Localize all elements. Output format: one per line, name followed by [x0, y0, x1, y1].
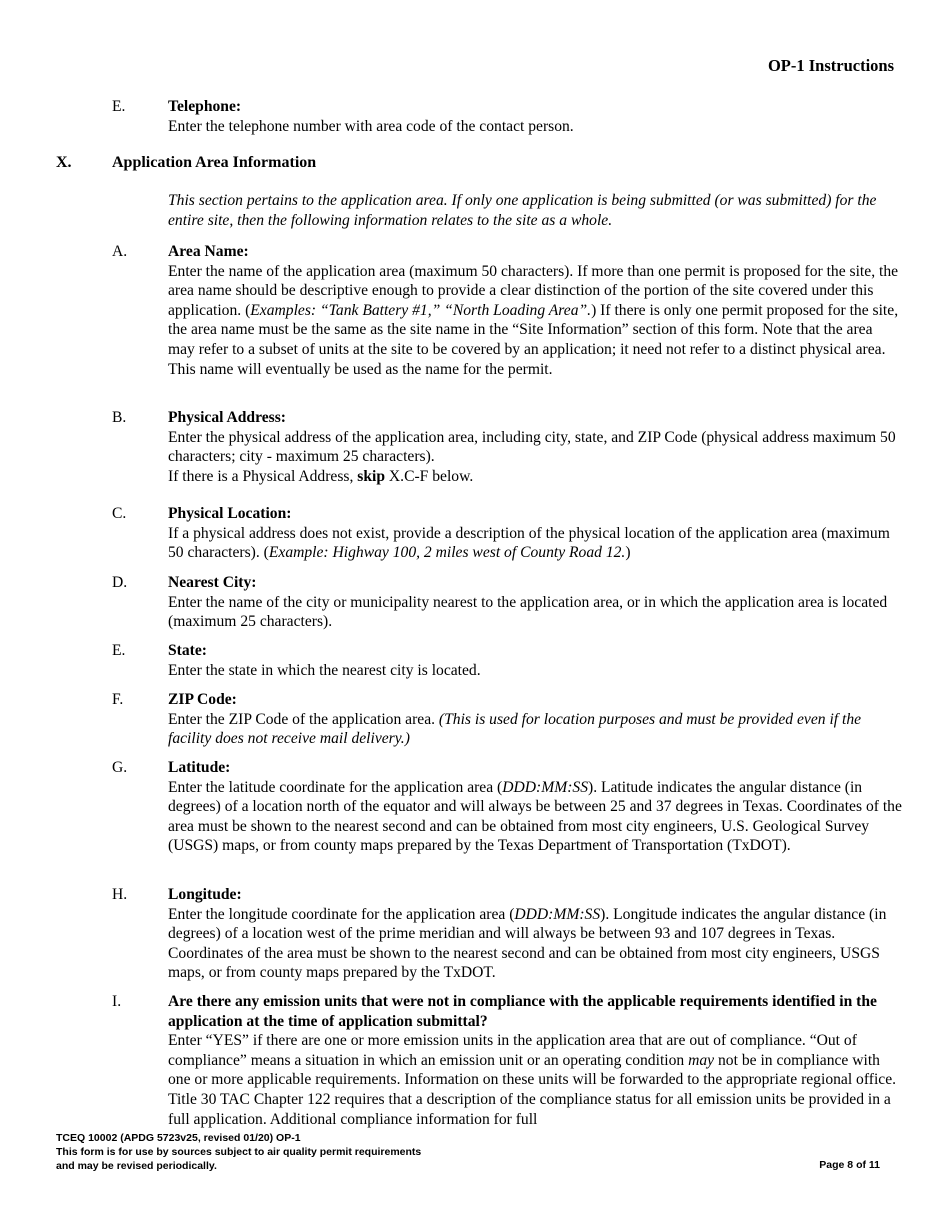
item-state	[112, 641, 902, 680]
item-text: Enter the ZIP Code of the application area. (This is used for location purposes and must be provided even if the facility does not receive mail delivery.)	[168, 710, 862, 748]
item-zip-code	[112, 690, 902, 749]
footer-usage-note: This form is for use by sources subject to air quality permit requirements	[56, 1146, 422, 1159]
item-letter: E.	[112, 98, 126, 115]
item-text: If a physical address does not exist, provide a description of the physical location of the application area (maximum 50 characters). (Example: Highway 100, 2 miles west of County Road 12.)	[168, 524, 890, 562]
item-title: Are there any emission units that were not in compliance with the applicable requirements identified in the application at the time of application submittal?	[168, 993, 877, 1030]
item-text: Enter the telephone number with area code of the contact person.	[168, 117, 574, 135]
item-area-name	[112, 242, 902, 379]
item-latitude	[112, 758, 902, 856]
item-letter: D.	[112, 574, 128, 591]
item-compliance	[112, 992, 902, 1129]
item-title: Nearest City:	[168, 574, 257, 591]
item-letter: F.	[112, 691, 124, 708]
item-title: Physical Location:	[168, 505, 292, 522]
item-title: ZIP Code:	[168, 691, 237, 708]
item-title: Telephone:	[168, 98, 242, 115]
item-note: If there is a Physical Address, skip X.C-F below.	[168, 467, 474, 485]
item-letter: E.	[112, 642, 126, 659]
section-intro: This section pertains to the application area. If only one application is being submitted (or was submitted) for the entire site, then the following information relates to the site as a whole.	[168, 192, 877, 229]
item-physical-address	[112, 408, 902, 486]
item-title: Longitude:	[168, 886, 242, 903]
item-text: Enter the physical address of the application area, including city, state, and ZIP Code (physical address maximum 50 characters; city - maximum 25 characters).	[168, 428, 896, 466]
item-text: Enter the latitude coordinate for the application area (DDD:MM:SS). Latitude indicates the angular distance (in degrees) of a location north of the equator and will always be between 25 and 37 degrees in Texas. Coordinates of the area must be shown to the nearest second and can be obtained from most city engineers, U.S. Geological Survey (USGS) maps, or from county maps prepared by the Texas Department of Transportation (TxDOT).	[168, 778, 902, 855]
item-letter: I.	[112, 993, 122, 1010]
page-footer	[56, 1131, 421, 1174]
section-title: Application Area Information	[112, 154, 317, 171]
item-telephone	[112, 97, 902, 136]
item-letter: C.	[112, 505, 127, 522]
page-number: Page 8 of 11	[819, 1159, 880, 1171]
item-nearest-city	[112, 573, 902, 632]
item-text: Enter the name of the city or municipality nearest to the application area, or in which the application area is located (maximum 25 characters).	[168, 593, 888, 631]
item-title: Physical Address:	[168, 409, 286, 426]
item-text: Enter the state in which the nearest city is located.	[168, 661, 481, 679]
item-letter: G.	[112, 759, 128, 776]
item-title: State:	[168, 642, 207, 659]
item-text: Enter “YES” if there are one or more emission units in the application area that are out of compliance. “Out of compliance” means a situation in which an emission unit or an operating condition may not be in compliance with one or more applicable requirements. Information on these units will be forwarded to the appropriate regional office. Title 30 TAC Chapter 122 requires that a description of the compliance status for all emission units be provided in a full application. Additional compliance information for full	[168, 1032, 897, 1128]
item-title: Latitude:	[168, 759, 231, 776]
page-header-title: OP-1 Instructions	[767, 56, 894, 75]
footer-form-id: TCEQ 10002 (APDG 5723v25, revised 01/20) OP-1	[56, 1132, 301, 1144]
item-example: Example: Highway 100, 2 miles west of County Road 12.	[268, 544, 626, 562]
item-text: Enter the name of the application area (maximum 50 characters). If more than one permit is proposed for the site, the area name should be descriptive enough to provide a clear distinction of the portion of the site covered under this application. (Examples: “Tank Battery #1,” “North Loading Area”.) If there is only one permit proposed for the site, the area name must be the same as the site name in the “Site Information” section of this form. Note that the area may refer to a subset of units at the site to be covered by an application; it need not refer to a distinct physical area. This name will eventually be used as the name for the permit.	[168, 262, 899, 378]
item-title: Area Name:	[168, 243, 249, 260]
item-example: Examples: “Tank Battery #1,” “North Loading Area”.	[250, 301, 592, 319]
item-text: Enter the longitude coordinate for the application area (DDD:MM:SS). Longitude indicates the angular distance (in degrees) of a location west of the prime meridian and will always be between 93 and 107 degrees in Texas. Coordinates of the area must be shown to the nearest second and can be obtained from most city engineers, USGS maps, or from county maps prepared by the TxDOT.	[168, 905, 887, 982]
item-longitude	[112, 885, 902, 983]
section-number: X.	[56, 154, 72, 171]
item-physical-location	[112, 504, 902, 563]
footer-revision-note: and may be revised periodically.	[56, 1160, 217, 1173]
item-letter: B.	[112, 409, 127, 426]
item-letter: A.	[112, 243, 128, 260]
item-letter: H.	[112, 886, 128, 903]
